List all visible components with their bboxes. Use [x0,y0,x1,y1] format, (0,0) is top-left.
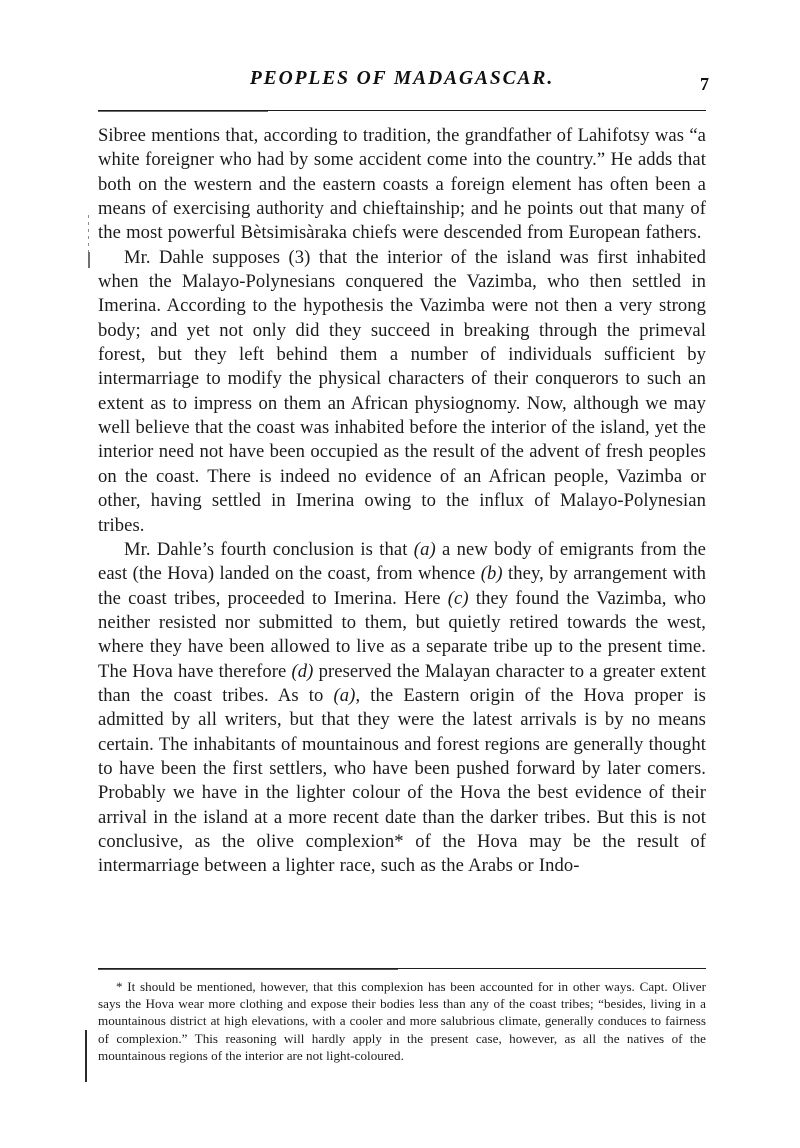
footnote-marker: * [116,979,123,994]
page-number: 7 [700,74,709,94]
scan-artifact-speck [88,252,90,268]
footnote-text [98,978,706,1064]
scan-artifact-gutter-bar [85,1030,87,1082]
footnote-separator-rule [98,968,706,969]
page-header [98,68,709,110]
running-head-title: PEOPLES OF MADAGASCAR. [249,68,555,89]
footnote-block [98,978,706,1064]
paragraph-dahle-fourth-conclusion: Mr. Dahle’s fourth conclusion is that (a) a new body of emigrants from the east (the Hova) landed on the coast, from whence (b) they, by arrangement with the coast tribes, proceeded to Imerina. Here (c) they found the Vazimba, who neither resisted nor submitted to them, but quietly retired towards the west, where they have been allowed to live as a separate tribe up to the present time. The Hova have therefore (d) preserved the Malayan character to a greater extent than the coast tribes. As to (a), the Eastern origin of the Hova proper is admitted by all writers, but that they were the latest arrivals is by no means certain. The inhabitants of mountainous and forest regions are generally thought to have been the first settlers, who have been pushed forward by later comers. Probably we have in the lighter colour of the Hova the best evidence of their arrival in the island at a more recent date than the darker tribes. But this is not conclusive, as the olive complexion* of the Hova may be the result of intermarriage between a lighter race, such as the Arabs or Indo- [98,538,706,877]
body-text-block [98,124,706,879]
paragraph-sibree: Sibree mentions that, according to tradition, the grandfather of Lahifotsy was “a white foreigner who had by some accident come into the country.” He adds that both on the western and the eastern coasts a foreign element has often been a means of exercising authority and chieftainship; and he points out that many of the most powerful Bètsimisàraka chiefs were descended from European fathers. [98,125,706,244]
header-rule [98,110,706,111]
paragraph-dahle-supposes: Mr. Dahle supposes (3) that the interior of the island was first inhabited when the Malayo-Polynesians conquered the Vazimba, who then settled in Imerina. According to the hypothesis the Vazimba were not then a very strong body; and yet not only did they succeed in breaking through the primeval forest, but they left behind them a number of individuals sufficient by intermarriage to modify the physical characters of their conquerors to such an extent as to impress on them an African physiognomy. Now, although we may well believe that the coast was inhabited before the interior of the island, yet the interior need not have been occupied as the result of the advent of fresh peoples on the coast. There is indeed no evidence of an African people, Vazimba or other, having settled in Imerina owing to the influx of Malayo-Polynesian tribes. [98,246,706,536]
footnote-body: It should be mentioned, however, that this complexion has been accounted for in other ways. Capt. Oliver says the Hova wear more clothing and expose their bodies less than any of the coast tribes; “besides, living in a mountainous district at high elevations, with a cooler and more salubrious climate, generally conduces to fairness of complexion.” This reasoning will hardly apply in the present case, however, as all the natives of the mountainous regions of the interior are not light-coloured. [98,979,706,1063]
